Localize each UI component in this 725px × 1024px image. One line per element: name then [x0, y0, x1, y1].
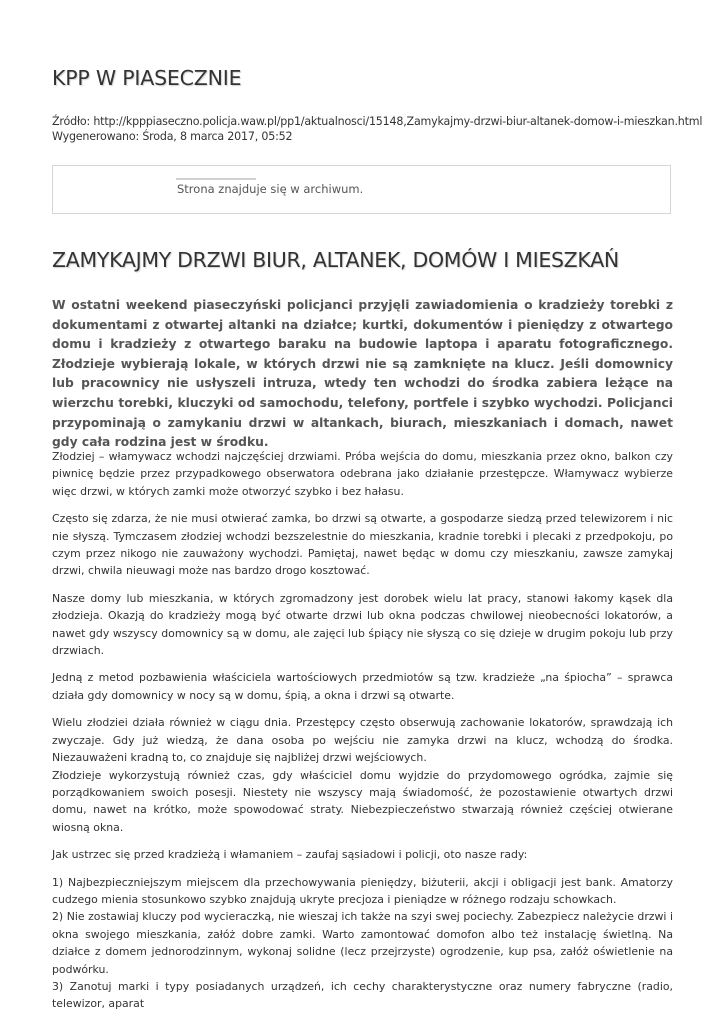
site-title: KPP W PIASECZNIE [52, 66, 242, 90]
advice-item: 2) Nie zostawiaj kluczy pod wycieraczką, nie wieszaj ich także na szyi swej pociechy. Zabezpiecz należycie drzwi i okna swojego mieszkania, załóż dobre zamki. Warto zamontować domofon albo też instalację świetlną. Na działce z domem jednorodzinnym, wykonaj solidne (lecz przejrzyste) ogrodzenie, kup psa, załóż oświetlenie na podwórku. [52, 910, 673, 976]
advice-list [52, 874, 673, 1013]
advice-item: 1) Najbezpieczniejszym miejscem dla przechowywania pieniędzy, biżuterii, akcji i obligacji jest bank. Amatorzy cudzego mienia stosunkowo szybko znajdują ukryte precjoza i pieniądze w różnego rodzaju schowkach. [52, 875, 673, 906]
advice-item: 3) Zanotuj marki i typy posiadanych urządzeń, ich cechy charakterystyczne oraz numery fabryczne (radio, telewizor, aparat [52, 979, 673, 1011]
article-paragraph [52, 846, 673, 863]
paragraph-text: Złodzieje wykorzystują również czas, gdy właściciel domu wyjdzie do przydomowego ogródka, zajmie się porządkowaniem swoich posesji. Niestety nie wszyscy mają świadomość, że pozostawienie otwartych drzwi domu, nawet na krótko, może spowodować straty. Niebezpieczeństwo stwarzają również częściej otwierane wiosną okna. [52, 768, 673, 834]
paragraph-text: Złodziej – włamywacz wchodzi najczęściej drzwiami. Próba wejścia do domu, mieszkania przez okno, balkon czy piwnicę będzie przez przypadkowego obserwatora odebrana jako działanie przestępcze. Włamywacz wybierze więc drzwi, w których zamki może otworzyć szybko i bez hałasu. [52, 450, 673, 498]
article-paragraph [52, 590, 673, 660]
article-paragraph [52, 510, 673, 580]
paragraph-text: Jak ustrzec się przed kradzieżą i włamaniem – zaufaj sąsiadowi i policji, oto nasze rady: [52, 848, 528, 862]
paragraph-text: Wielu złodziei działa również w ciągu dnia. Przestępcy często obserwują zachowanie lokatorów, sprawdzają ich zwyczaje. Gdy już wiedzą, że dana osoba po wejściu nie zamyka drzwi na klucz, wchodzą do środka. Niezauważeni kradną to, co znajduje się najbliżej drzwi wejściowych. [52, 716, 673, 765]
archive-notice-divider [176, 178, 256, 180]
source-line: Źródło: http://kpppiaseczno.policja.waw.pl/pp1/aktualnosci/15148,Zamykajmy-drzwi-biur-altanek-domow-i-mieszkan.html [52, 115, 703, 128]
document-meta [52, 115, 702, 144]
article-lead: W ostatni weekend piaseczyński policjanci przyjęli zawiadomienia o kradzieży torebki z dokumentami z otwartej altanki na działce; kurtki, dokumentów i pieniędzy z otwartego domu i kradzieży z otwartego baraku na budowie laptopa i aparatu fotograficznego. Złodzieje wybierają lokale, w których drzwi nie są zamknięte na klucz. Jeśli domownicy lub pracownicy nie usłyszeli intruza, wtedy ten wchodzi do środka zabiera leżące na wierzchu torebki, kluczyki od samochodu, telefony, portfele i szybko wychodzi. Policjanci przypominają o zamykaniu drzwi w altankach, biurach, mieszkaniach i domach, nawet gdy cała rodzina jest w środku. [52, 298, 673, 450]
paragraph-text: Jedną z metod pozbawienia właściciela wartościowych przedmiotów są tzw. kradzieże „na śpiocha” – sprawca działa gdy domownicy w nocy są w domu, śpią, a okna i drzwi są otwarte. [52, 671, 673, 702]
archive-notice-box [52, 165, 671, 214]
article-paragraph [52, 669, 673, 704]
paragraph-text: Nasze domy lub mieszkania, w których zgromadzony jest dorobek wielu lat pracy, stanowi łakomy kąsek dla złodzieja. Okazją do kradzieży mogą być otwarte drzwi lub okna podczas chwilowej nieobecności lokatorów, a nawet gdy wszyscy domownicy są w domu, ale zajęci lub śpiący nie słyszą co się dzieje w drugim pokoju lub przy drzwiach. [52, 591, 673, 658]
article-paragraph [52, 714, 673, 836]
archive-notice-text: Strona znajduje się w archiwum. [177, 182, 364, 196]
article-title: ZAMYKAJMY DRZWI BIUR, ALTANEK, DOMÓW I MIESZKAŃ [52, 248, 619, 272]
article-paragraph [52, 448, 673, 500]
article-body [52, 448, 673, 1023]
paragraph-text: Często się zdarza, że nie musi otwierać zamka, bo drzwi są otwarte, a gospodarze siedzą przed telewizorem i nic nie słyszą. Tymczasem złodziej wchodzi bezszelestnie do mieszkania, kradnie torebki i plecaki z przedpokoju, po czym przez nikogo nie zauważony wychodzi. Pamiętaj, nawet będąc w domu czy mieszkaniu, zawsze zamykaj drzwi, chwila nieuwagi może nas bardzo drogo kosztować. [52, 512, 673, 578]
generated-line: Wygenerowano: Środa, 8 marca 2017, 05:52 [52, 129, 293, 143]
